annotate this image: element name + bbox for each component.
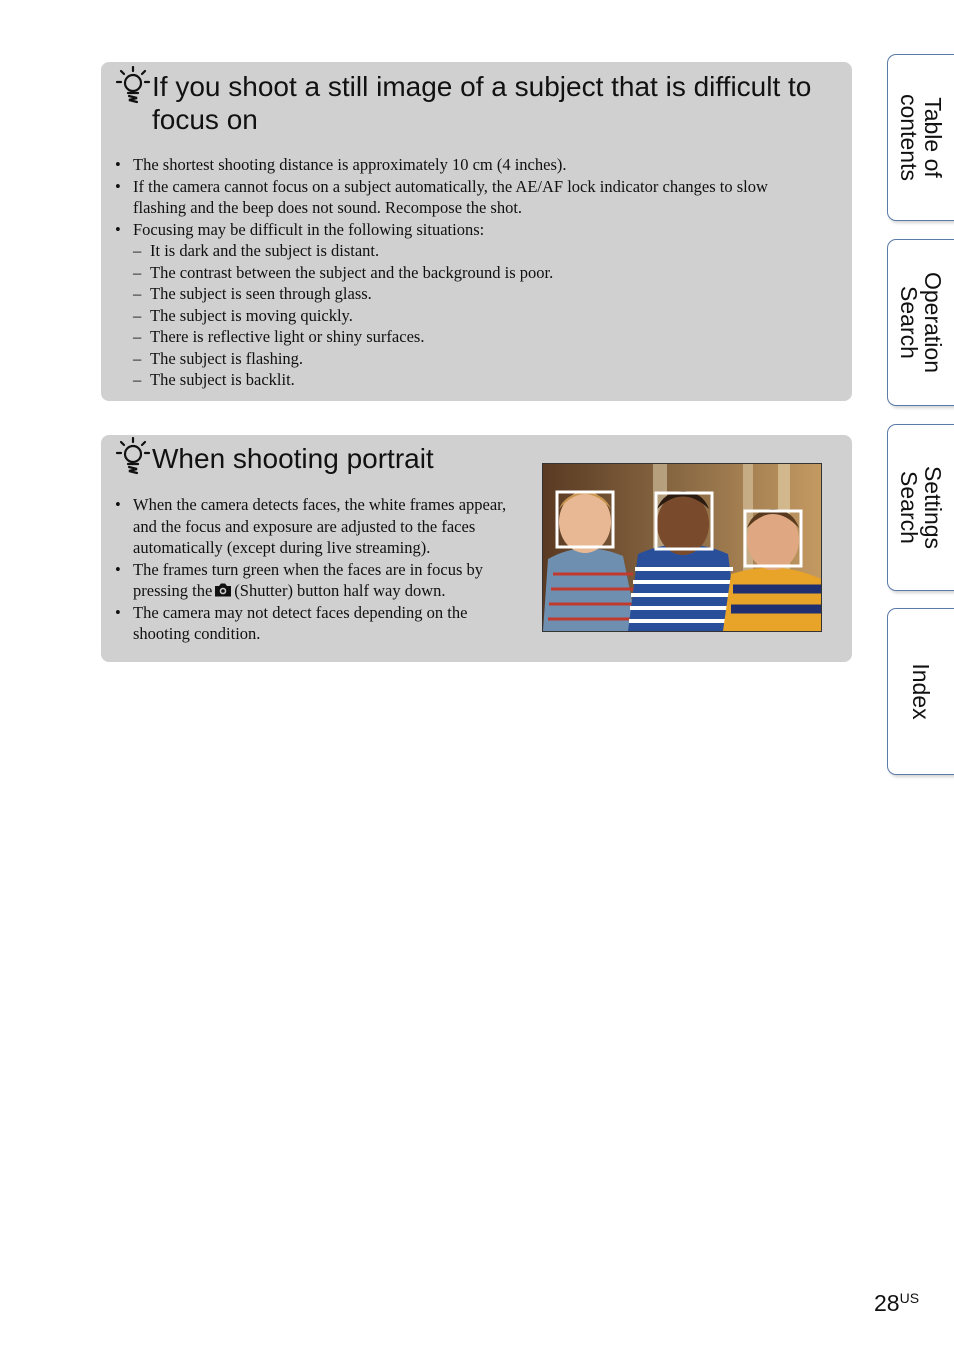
tab-label: Settings	[920, 465, 947, 550]
list-item: • The shortest shooting distance is approximately 10 cm (4 inches).	[115, 154, 825, 176]
tab-label: Operation	[920, 271, 947, 373]
situation-list	[133, 240, 825, 391]
list-item-text: The frames turn green when the faces are in focus by pressing the	[133, 559, 484, 600]
section-title: If you shoot a still image of a subject that is difficult to focus on	[152, 71, 812, 135]
hint-lightbulb-icon	[115, 437, 151, 477]
tip-box-focus	[101, 62, 852, 401]
list-item-text: (Shutter) button half way down.	[234, 581, 446, 600]
tip-box-portrait	[101, 435, 852, 662]
list-item	[115, 559, 520, 602]
list-item: • If the camera cannot focus on a subject automatically, the AE/AF lock indicator changes to slow flashing and the beep does not sound. Recompose the shot.	[115, 176, 825, 219]
list-item-text: Focusing may be difficult in the following situations:	[133, 219, 485, 239]
situation-item: – The subject is flashing.	[133, 348, 825, 370]
tab-label: contents	[896, 94, 923, 181]
tab-index[interactable]	[887, 608, 954, 775]
tab-label: Index	[908, 663, 935, 720]
bullet-list	[115, 154, 825, 391]
list-item: • When the camera detects faces, the white frames appear, and the focus and exposure are adjusted to the faces automatically (except during live streaming).	[115, 494, 520, 559]
camera-shutter-icon	[214, 583, 232, 597]
tab-label: Search	[896, 286, 923, 359]
section-title: When shooting portrait	[152, 443, 434, 474]
tab-settings-search[interactable]	[887, 424, 954, 591]
face-detection-photo	[542, 463, 822, 632]
situation-item: – There is reflective light or shiny surfaces.	[133, 326, 825, 348]
tab-label: Table of	[920, 97, 947, 178]
situation-item: – The subject is backlit.	[133, 369, 825, 391]
situation-item: – The subject is seen through glass.	[133, 283, 825, 305]
tab-operation-search[interactable]	[887, 239, 954, 406]
hint-lightbulb-icon	[115, 66, 151, 106]
tab-table-of-contents[interactable]	[887, 54, 954, 221]
situation-item: – It is dark and the subject is distant.	[133, 240, 825, 262]
list-item	[115, 219, 825, 391]
situation-item: – The contrast between the subject and the background is poor.	[133, 262, 825, 284]
page-number-suffix: US	[899, 1290, 920, 1306]
situation-item: – The subject is moving quickly.	[133, 305, 825, 327]
bullet-list	[115, 494, 520, 645]
tab-label: Search	[896, 471, 923, 544]
page-number: $28^{US}$	[874, 1290, 920, 1316]
list-item: • The camera may not detect faces depending on the shooting condition.	[115, 602, 520, 645]
